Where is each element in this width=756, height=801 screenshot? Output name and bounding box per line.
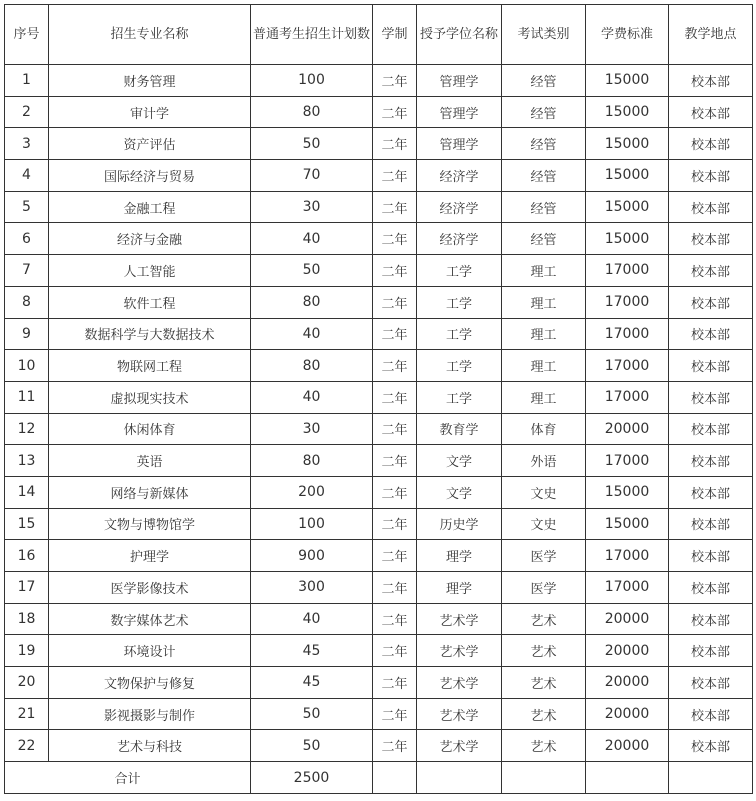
- cell-campus: 校本部: [669, 603, 753, 635]
- table-row: [5, 730, 753, 762]
- cell-exam-category: 文史: [502, 476, 586, 508]
- cell-major-name: 国际经济与贸易: [49, 160, 251, 192]
- cell-degree: 管理学: [417, 128, 502, 160]
- cell-tuition: 17000: [586, 540, 669, 572]
- cell-campus: 校本部: [669, 508, 753, 540]
- cell-degree: 理学: [417, 572, 502, 604]
- cell-exam-category: 经管: [502, 96, 586, 128]
- cell-tuition: 15000: [586, 476, 669, 508]
- table-row: [5, 381, 753, 413]
- cell-exam-category: 经管: [502, 65, 586, 97]
- cell-major-name: 金融工程: [49, 191, 251, 223]
- cell-tuition: 17000: [586, 318, 669, 350]
- header-duration: 学制: [373, 5, 417, 65]
- cell-index: 8: [5, 286, 49, 318]
- table-row: [5, 540, 753, 572]
- cell-plan-count: 45: [251, 635, 373, 667]
- cell-duration: 二年: [373, 445, 417, 477]
- cell-tuition: 20000: [586, 730, 669, 762]
- cell-exam-category: 艺术: [502, 698, 586, 730]
- table-row: [5, 667, 753, 699]
- cell-duration: 二年: [373, 128, 417, 160]
- cell-duration: 二年: [373, 635, 417, 667]
- header-index: 序号: [5, 5, 49, 65]
- cell-major-name: 环境设计: [49, 635, 251, 667]
- cell-duration: 二年: [373, 667, 417, 699]
- cell-index: 10: [5, 350, 49, 382]
- cell-plan-count: 80: [251, 286, 373, 318]
- cell-index: 13: [5, 445, 49, 477]
- cell-index: 19: [5, 635, 49, 667]
- cell-major-name: 数字媒体艺术: [49, 603, 251, 635]
- cell-major-name: 影视摄影与制作: [49, 698, 251, 730]
- cell-plan-count: 30: [251, 191, 373, 223]
- cell-duration: 二年: [373, 191, 417, 223]
- cell-campus: 校本部: [669, 445, 753, 477]
- cell-tuition: 15000: [586, 65, 669, 97]
- cell-tuition: 15000: [586, 223, 669, 255]
- cell-degree: 理学: [417, 540, 502, 572]
- cell-index: 16: [5, 540, 49, 572]
- cell-plan-count: 70: [251, 160, 373, 192]
- cell-tuition: 17000: [586, 572, 669, 604]
- cell-major-name: 审计学: [49, 96, 251, 128]
- cell-duration: 二年: [373, 381, 417, 413]
- cell-index: 17: [5, 572, 49, 604]
- header-exam-category: 考试类别: [502, 5, 586, 65]
- table-row: [5, 572, 753, 604]
- cell-plan-count: 45: [251, 667, 373, 699]
- cell-campus: 校本部: [669, 476, 753, 508]
- cell-major-name: 财务管理: [49, 65, 251, 97]
- cell-tuition: 15000: [586, 96, 669, 128]
- cell-plan-count: 200: [251, 476, 373, 508]
- cell-major-name: 休闲体育: [49, 413, 251, 445]
- table-row: [5, 65, 753, 97]
- cell-plan-count: 40: [251, 318, 373, 350]
- cell-campus: 校本部: [669, 318, 753, 350]
- cell-campus: 校本部: [669, 381, 753, 413]
- cell-index: 6: [5, 223, 49, 255]
- cell-campus: 校本部: [669, 572, 753, 604]
- total-empty-cell: [417, 762, 502, 794]
- total-label: 合计: [5, 762, 251, 794]
- cell-plan-count: 40: [251, 603, 373, 635]
- cell-duration: 二年: [373, 350, 417, 382]
- header-plan-count: 普通考生招生计划数: [251, 5, 373, 65]
- cell-tuition: 17000: [586, 445, 669, 477]
- cell-duration: 二年: [373, 65, 417, 97]
- table-row: [5, 508, 753, 540]
- cell-campus: 校本部: [669, 128, 753, 160]
- cell-tuition: 20000: [586, 698, 669, 730]
- cell-tuition: 20000: [586, 603, 669, 635]
- cell-plan-count: 50: [251, 698, 373, 730]
- cell-tuition: 15000: [586, 508, 669, 540]
- cell-index: 12: [5, 413, 49, 445]
- cell-index: 14: [5, 476, 49, 508]
- cell-campus: 校本部: [669, 191, 753, 223]
- cell-duration: 二年: [373, 96, 417, 128]
- cell-plan-count: 300: [251, 572, 373, 604]
- cell-exam-category: 理工: [502, 350, 586, 382]
- cell-campus: 校本部: [669, 350, 753, 382]
- cell-index: 21: [5, 698, 49, 730]
- cell-campus: 校本部: [669, 160, 753, 192]
- cell-campus: 校本部: [669, 413, 753, 445]
- cell-campus: 校本部: [669, 635, 753, 667]
- table-row: [5, 286, 753, 318]
- cell-major-name: 数据科学与大数据技术: [49, 318, 251, 350]
- cell-index: 9: [5, 318, 49, 350]
- cell-exam-category: 经管: [502, 223, 586, 255]
- cell-duration: 二年: [373, 160, 417, 192]
- cell-campus: 校本部: [669, 540, 753, 572]
- total-empty-cell: [373, 762, 417, 794]
- cell-major-name: 物联网工程: [49, 350, 251, 382]
- cell-degree: 经济学: [417, 191, 502, 223]
- header-campus: 教学地点: [669, 5, 753, 65]
- table-row: [5, 96, 753, 128]
- cell-degree: 工学: [417, 318, 502, 350]
- cell-campus: 校本部: [669, 667, 753, 699]
- cell-tuition: 17000: [586, 381, 669, 413]
- cell-exam-category: 医学: [502, 540, 586, 572]
- cell-campus: 校本部: [669, 96, 753, 128]
- cell-plan-count: 100: [251, 508, 373, 540]
- cell-exam-category: 医学: [502, 572, 586, 604]
- cell-exam-category: 外语: [502, 445, 586, 477]
- cell-major-name: 虚拟现实技术: [49, 381, 251, 413]
- cell-exam-category: 理工: [502, 286, 586, 318]
- cell-index: 18: [5, 603, 49, 635]
- table-row: [5, 476, 753, 508]
- cell-duration: 二年: [373, 508, 417, 540]
- cell-tuition: 17000: [586, 255, 669, 287]
- cell-degree: 工学: [417, 381, 502, 413]
- cell-index: 22: [5, 730, 49, 762]
- cell-degree: 艺术学: [417, 635, 502, 667]
- table-row: [5, 318, 753, 350]
- cell-index: 11: [5, 381, 49, 413]
- cell-degree: 经济学: [417, 223, 502, 255]
- cell-major-name: 经济与金融: [49, 223, 251, 255]
- cell-plan-count: 80: [251, 350, 373, 382]
- cell-exam-category: 艺术: [502, 730, 586, 762]
- cell-campus: 校本部: [669, 255, 753, 287]
- cell-plan-count: 40: [251, 381, 373, 413]
- header-row: [5, 5, 753, 65]
- table-row: [5, 635, 753, 667]
- cell-degree: 教育学: [417, 413, 502, 445]
- cell-duration: 二年: [373, 540, 417, 572]
- cell-duration: 二年: [373, 255, 417, 287]
- cell-plan-count: 30: [251, 413, 373, 445]
- table-row: [5, 603, 753, 635]
- cell-major-name: 文物与博物馆学: [49, 508, 251, 540]
- header-tuition: 学费标准: [586, 5, 669, 65]
- cell-campus: 校本部: [669, 698, 753, 730]
- cell-degree: 艺术学: [417, 698, 502, 730]
- total-value: 2500: [251, 762, 373, 794]
- cell-duration: 二年: [373, 730, 417, 762]
- cell-major-name: 人工智能: [49, 255, 251, 287]
- cell-plan-count: 100: [251, 65, 373, 97]
- cell-degree: 艺术学: [417, 730, 502, 762]
- cell-index: 5: [5, 191, 49, 223]
- cell-tuition: 17000: [586, 286, 669, 318]
- cell-plan-count: 50: [251, 128, 373, 160]
- enrollment-plan-table: [4, 4, 753, 794]
- cell-exam-category: 艺术: [502, 635, 586, 667]
- cell-index: 7: [5, 255, 49, 287]
- cell-tuition: 15000: [586, 191, 669, 223]
- table-row: [5, 223, 753, 255]
- cell-duration: 二年: [373, 572, 417, 604]
- cell-tuition: 20000: [586, 667, 669, 699]
- cell-duration: 二年: [373, 223, 417, 255]
- cell-tuition: 20000: [586, 413, 669, 445]
- cell-tuition: 17000: [586, 350, 669, 382]
- table-row: [5, 413, 753, 445]
- total-row: [5, 762, 753, 794]
- cell-degree: 工学: [417, 350, 502, 382]
- cell-exam-category: 文史: [502, 508, 586, 540]
- cell-major-name: 软件工程: [49, 286, 251, 318]
- cell-duration: 二年: [373, 603, 417, 635]
- cell-index: 3: [5, 128, 49, 160]
- cell-tuition: 20000: [586, 635, 669, 667]
- cell-campus: 校本部: [669, 286, 753, 318]
- cell-plan-count: 80: [251, 96, 373, 128]
- total-empty-cell: [669, 762, 753, 794]
- cell-index: 2: [5, 96, 49, 128]
- cell-major-name: 护理学: [49, 540, 251, 572]
- total-empty-cell: [586, 762, 669, 794]
- cell-major-name: 医学影像技术: [49, 572, 251, 604]
- table-body: [5, 65, 753, 762]
- cell-degree: 管理学: [417, 96, 502, 128]
- table-row: [5, 128, 753, 160]
- cell-degree: 文学: [417, 445, 502, 477]
- cell-major-name: 网络与新媒体: [49, 476, 251, 508]
- table-row: [5, 698, 753, 730]
- cell-campus: 校本部: [669, 65, 753, 97]
- cell-plan-count: 50: [251, 255, 373, 287]
- table-row: [5, 350, 753, 382]
- cell-exam-category: 经管: [502, 191, 586, 223]
- cell-index: 15: [5, 508, 49, 540]
- cell-duration: 二年: [373, 698, 417, 730]
- table-row: [5, 255, 753, 287]
- cell-degree: 艺术学: [417, 667, 502, 699]
- cell-degree: 历史学: [417, 508, 502, 540]
- cell-exam-category: 理工: [502, 381, 586, 413]
- cell-duration: 二年: [373, 318, 417, 350]
- cell-exam-category: 经管: [502, 128, 586, 160]
- cell-duration: 二年: [373, 413, 417, 445]
- header-major-name: 招生专业名称: [49, 5, 251, 65]
- cell-exam-category: 体育: [502, 413, 586, 445]
- cell-degree: 工学: [417, 286, 502, 318]
- cell-index: 1: [5, 65, 49, 97]
- cell-index: 4: [5, 160, 49, 192]
- cell-tuition: 15000: [586, 128, 669, 160]
- cell-tuition: 15000: [586, 160, 669, 192]
- cell-plan-count: 50: [251, 730, 373, 762]
- cell-exam-category: 艺术: [502, 667, 586, 699]
- cell-index: 20: [5, 667, 49, 699]
- cell-campus: 校本部: [669, 223, 753, 255]
- cell-exam-category: 艺术: [502, 603, 586, 635]
- cell-exam-category: 理工: [502, 318, 586, 350]
- cell-plan-count: 40: [251, 223, 373, 255]
- cell-duration: 二年: [373, 286, 417, 318]
- cell-exam-category: 经管: [502, 160, 586, 192]
- cell-major-name: 艺术与科技: [49, 730, 251, 762]
- cell-plan-count: 900: [251, 540, 373, 572]
- cell-plan-count: 80: [251, 445, 373, 477]
- header-degree: 授予学位名称: [417, 5, 502, 65]
- total-empty-cell: [502, 762, 586, 794]
- table-row: [5, 160, 753, 192]
- cell-major-name: 文物保护与修复: [49, 667, 251, 699]
- table-row: [5, 191, 753, 223]
- cell-degree: 工学: [417, 255, 502, 287]
- cell-major-name: 英语: [49, 445, 251, 477]
- cell-degree: 管理学: [417, 65, 502, 97]
- cell-campus: 校本部: [669, 730, 753, 762]
- cell-major-name: 资产评估: [49, 128, 251, 160]
- cell-degree: 经济学: [417, 160, 502, 192]
- cell-degree: 文学: [417, 476, 502, 508]
- table-row: [5, 445, 753, 477]
- cell-duration: 二年: [373, 476, 417, 508]
- cell-degree: 艺术学: [417, 603, 502, 635]
- cell-exam-category: 理工: [502, 255, 586, 287]
